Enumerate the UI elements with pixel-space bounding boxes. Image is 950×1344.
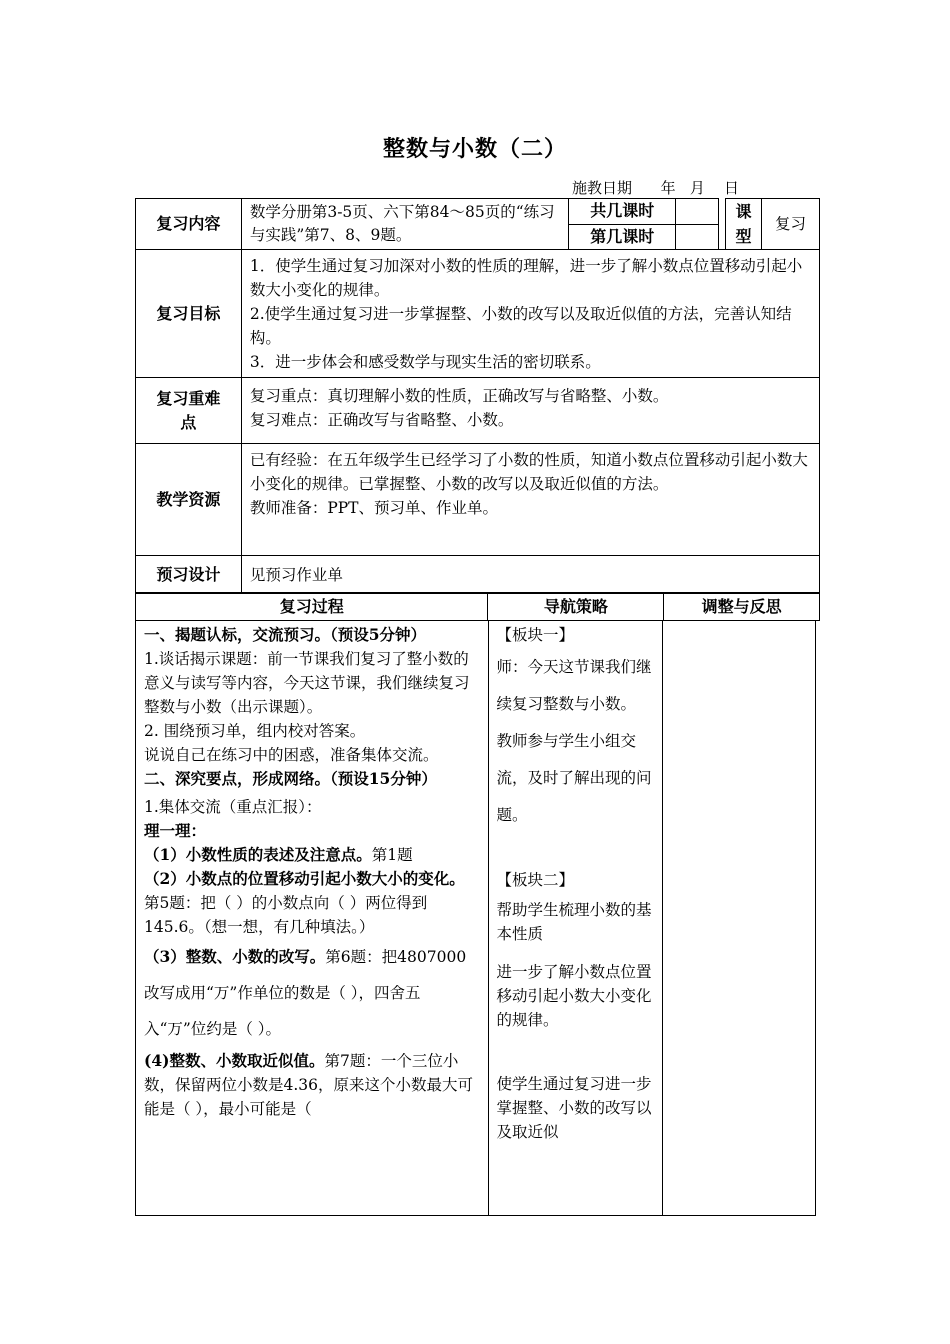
item-1-bold: （1）小数性质的表述及注意点。 (144, 845, 372, 864)
key-points-label-line1: 复习重难 (156, 388, 221, 408)
experience-text: 已有经验：在五年级学生已经学习了小数的性质，知道小数点位置移动引起小数大小变化的规律。已掌握整、小数的改写以及取近似值的方法。 (249, 451, 808, 493)
lesson-info-table (135, 198, 820, 594)
goal-item: 2.使学生通过复习进一步掌握整、小数的改写以及取近似值的方法，完善认知结构。 (249, 304, 792, 347)
item-3-bold: （3）整数、小数的改写。 (144, 947, 326, 966)
teacher-prep-text: 教师准备：PPT、预习单、作业单。 (249, 499, 499, 517)
item-2-bold: （2）小数点的位置移动引起小数大小的变化。 (144, 869, 465, 888)
spacer-cell (719, 224, 726, 250)
resources-cell (241, 444, 819, 556)
section-2-item (144, 867, 480, 939)
item-1-rest: 第1题 (371, 846, 413, 864)
teaching-date-line: 施教日期 年 月 日 (572, 179, 739, 197)
strategy-header: 导航策略 (488, 593, 664, 621)
process-header: 复习过程 (136, 593, 488, 621)
section-2-item (144, 939, 480, 1047)
section-2-sub: 理一理： (144, 821, 207, 840)
strategy-column (488, 621, 663, 1216)
section-2-item (144, 843, 480, 867)
item-4-rest: 第7题：一个三位小数，保留两位小数是4.36，原来这个小数最大可能是（ ），最小可能是（ (144, 1052, 474, 1118)
section-2-item (144, 1049, 480, 1121)
block-1-para: 教师参与学生小组交流，及时了解出现的问题。 (496, 732, 652, 824)
process-header-table (135, 592, 820, 621)
key-points-label-line2: 点 (180, 412, 197, 432)
resources-label: 教学资源 (136, 444, 242, 556)
total-lessons-label: 共几课时 (569, 199, 676, 225)
section-1-heading: 一、揭题认标，交流预习。（预设5分钟） (144, 625, 427, 644)
block-2-title: 【板块二】 (496, 871, 575, 889)
page-title: 整数与小数（二） (382, 136, 567, 162)
section-2-para: 1.集体交流（重点汇报）： (144, 798, 322, 816)
block-2-para: 进一步了解小数点位置移动引起小数大小变化的规律。 (496, 963, 652, 1029)
spacer-cell (719, 199, 726, 225)
block-1-para: 师：今天这节课我们继续复习整数与小数。 (496, 658, 652, 713)
process-body-table (135, 620, 816, 1216)
review-goals-cell (241, 250, 819, 378)
which-lesson-label: 第几课时 (569, 224, 676, 250)
section-1-para: 1.谈话揭示课题：前一节课我们复习了整小数的意义与读写等内容，今天这节课，我们继续复习整数与小数（出示课题）。 (144, 650, 470, 716)
difficulty-text: 复习难点：正确改写与省略整、小数。 (249, 411, 514, 429)
section-2-heading: 二、深究要点，形成网络。（预设15分钟） (144, 769, 437, 788)
item-4-bold: (4)整数、小数取近似值。 (144, 1051, 325, 1070)
item-2-rest: 第5题：把（ ）的小数点向（ ）两位得到145.6。（想一想，有几种填法。） (144, 894, 428, 936)
key-points-label (136, 378, 242, 444)
which-lesson-value (676, 224, 719, 250)
goal-item: 1．使学生通过复习加深对小数的性质的理解，进一步了解小数点位置移动引起小数大小变化的规律。 (249, 256, 803, 299)
preview-label: 预习设计 (136, 556, 242, 594)
total-lessons-value (676, 199, 719, 225)
block-2-para: 帮助学生梳理小数的基本性质 (496, 901, 652, 943)
goal-item: 3．进一步体会和感受数学与现实生活的密切联系。 (249, 352, 601, 371)
type-label-bottom: 型 (726, 224, 762, 250)
item-3-rest: 第6题：把4807000改写成用“万”作单位的数是（ ），四舍五入“万”位约是（ ）。 (144, 948, 467, 1038)
section-1-para: 说说自己在练习中的困惑，准备集体交流。 (144, 746, 439, 764)
review-content-text: 数学分册第3-5页、六下第84～85页的“练习与实践”第7、8、9题。 (241, 199, 569, 250)
reflection-header: 调整与反思 (664, 593, 820, 621)
reflection-column (663, 621, 816, 1216)
section-1-para: 2. 围绕预习单，组内校对答案。 (144, 722, 366, 740)
review-content-label: 复习内容 (136, 199, 242, 250)
process-column (136, 621, 489, 1216)
type-label-top: 课 (726, 199, 762, 225)
review-goals-label: 复习目标 (136, 250, 242, 378)
preview-text: 见预习作业单 (241, 556, 819, 594)
focus-text: 复习重点：真切理解小数的性质，正确改写与省略整、小数。 (249, 387, 669, 405)
key-points-cell (241, 378, 819, 444)
block-1-title: 【板块一】 (496, 626, 575, 644)
lesson-type-value: 复习 (762, 199, 820, 250)
block-2-para: 使学生通过复习进一步掌握整、小数的改写以及取近似 (496, 1075, 652, 1141)
